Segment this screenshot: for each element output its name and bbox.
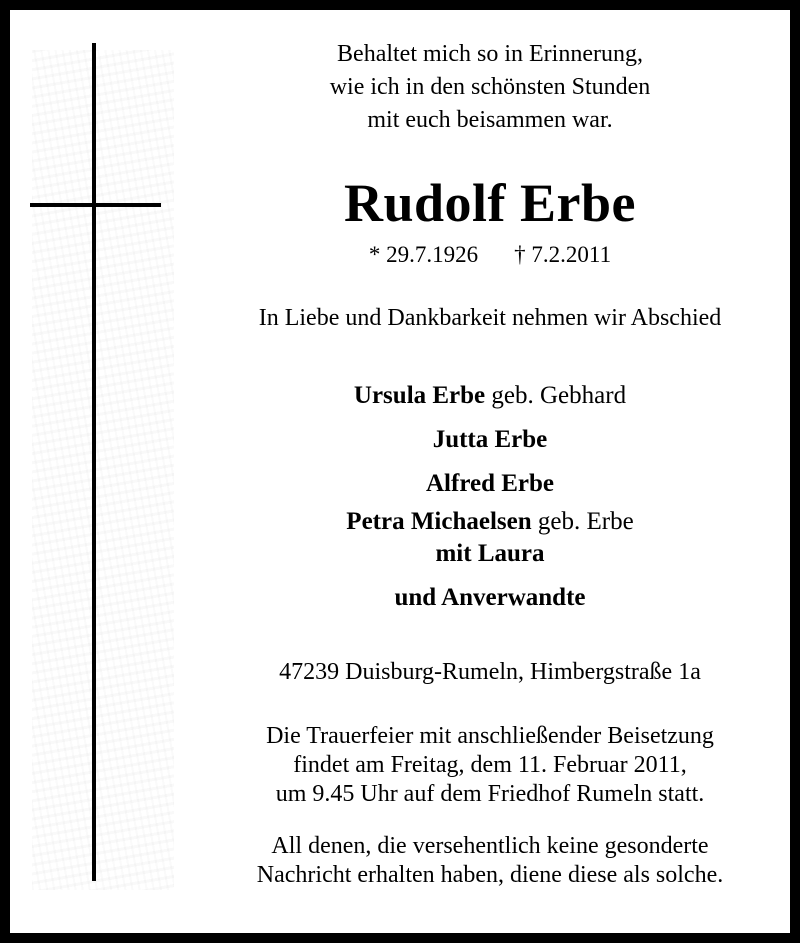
- deceased-name: Rudolf Erbe: [343, 173, 637, 233]
- farewell-text: In Liebe und Dankbarkeit nehmen wir Abschied: [258, 305, 722, 331]
- mourner-with: mit Laura: [435, 540, 545, 567]
- address: 47239 Duisburg-Rumeln, Himbergstraße 1a: [279, 659, 701, 685]
- mourner-row: [190, 506, 790, 538]
- note-line-1: All denen, die versehentlich keine gesonderte: [271, 833, 709, 859]
- memorial-quote: [190, 38, 790, 137]
- cross-horizontal-bar: [30, 203, 161, 207]
- birth-date: * 29.7.1926: [368, 242, 479, 267]
- relatives-line: und Anverwandte: [394, 584, 586, 611]
- ceremony-line-2: findet am Freitag, dem 11. Februar 2011,: [293, 752, 687, 778]
- mourner-name: Jutta Erbe: [432, 426, 548, 453]
- mourner-name: Ursula Erbe: [353, 382, 486, 409]
- mourner-maiden-name: geb. Gebhard: [491, 382, 627, 409]
- note-line-2: Nachricht erhalten haben, diene diese als solche.: [256, 862, 724, 888]
- mourners-list: [190, 374, 790, 620]
- mourner-name: Alfred Erbe: [426, 470, 554, 497]
- ceremony-info: [190, 722, 790, 809]
- ceremony-line-1: Die Trauerfeier mit anschließender Beisetzung: [266, 723, 714, 749]
- mourner-name: Petra Michaelsen: [346, 508, 532, 535]
- closing-note: [190, 832, 790, 890]
- cross-vertical-bar: [92, 43, 96, 881]
- death-date: † 7.2.2011: [514, 242, 612, 267]
- quote-line-3: mit euch beisammen war.: [367, 107, 613, 133]
- background-texture: [32, 50, 174, 890]
- mourner-maiden-name: geb. Erbe: [537, 508, 634, 535]
- obituary-notice: [10, 10, 790, 933]
- mourner-row: [190, 374, 790, 418]
- quote-line-1: Behaltet mich so in Erinnerung,: [337, 41, 643, 67]
- quote-line-2: wie ich in den schönsten Stunden: [329, 74, 651, 100]
- ceremony-line-3: um 9.45 Uhr auf dem Friedhof Rumeln statt.: [275, 781, 705, 807]
- life-dates: [190, 240, 790, 270]
